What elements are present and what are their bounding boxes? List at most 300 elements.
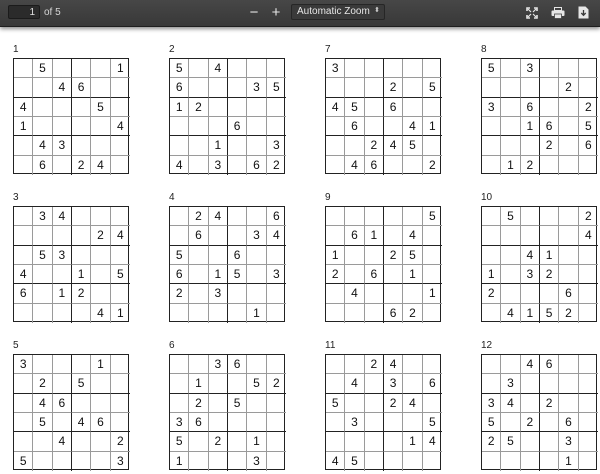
puzzle-number-label: 2 (169, 44, 175, 55)
sudoku-cell (501, 59, 520, 78)
sudoku-cell: 2 (384, 394, 403, 413)
sudoku-cell: 5 (33, 246, 52, 265)
sudoku-cell (559, 117, 578, 136)
sudoku-cell (209, 246, 228, 265)
sudoku-cell: 3 (53, 136, 72, 155)
sudoku-cell (326, 432, 345, 451)
sudoku-cell (91, 452, 110, 471)
sudoku-cell (384, 452, 403, 471)
sudoku-cell: 1 (170, 98, 189, 117)
sudoku-cell (559, 98, 578, 117)
sudoku-grid (169, 206, 285, 322)
sudoku-cell: 4 (33, 136, 52, 155)
sudoku-cell: 4 (403, 394, 422, 413)
presentation-mode-button[interactable] (523, 4, 541, 21)
sudoku-cell (501, 98, 520, 117)
sudoku-cell (345, 136, 364, 155)
sudoku-cell (209, 226, 228, 245)
sudoku-cell (365, 374, 384, 393)
sudoku-cell (91, 117, 110, 136)
sudoku-cell (326, 226, 345, 245)
sudoku-cell: 4 (91, 304, 110, 323)
sudoku-cell (91, 246, 110, 265)
sudoku-cell (559, 156, 578, 175)
sudoku-cell: 1 (521, 117, 540, 136)
sudoku-cell (326, 374, 345, 393)
sudoku-cell (247, 207, 266, 226)
sudoku-cell (91, 207, 110, 226)
sudoku-cell: 5 (228, 265, 247, 284)
sudoku-cell: 3 (33, 207, 52, 226)
sudoku-cell (247, 117, 266, 136)
sudoku-cell: 3 (247, 226, 266, 245)
sudoku-cell (267, 246, 286, 265)
sudoku-cell (365, 432, 384, 451)
sudoku-cell: 4 (267, 226, 286, 245)
sudoku-cell (189, 59, 208, 78)
sudoku-cell: 5 (326, 394, 345, 413)
sudoku-cell: 1 (403, 432, 422, 451)
sudoku-cell (189, 432, 208, 451)
puzzle-number-label: 6 (169, 340, 175, 351)
sudoku-cell: 6 (33, 156, 52, 175)
sudoku-cell: 2 (33, 374, 52, 393)
sudoku-cell: 3 (247, 78, 266, 97)
zoom-select-label: Automatic Zoom (297, 6, 370, 17)
sudoku-cell (384, 432, 403, 451)
sudoku-cell (72, 246, 91, 265)
sudoku-cell (326, 304, 345, 323)
sudoku-cell (345, 207, 364, 226)
sudoku-cell (247, 59, 266, 78)
sudoku-cell (365, 304, 384, 323)
sudoku-cell: 1 (14, 117, 33, 136)
sudoku-cell: 4 (403, 117, 422, 136)
sudoku-cell: 6 (540, 355, 559, 374)
sudoku-cell: 6 (170, 78, 189, 97)
sudoku-cell: 6 (521, 98, 540, 117)
sudoku-cell (33, 265, 52, 284)
download-icon (578, 6, 589, 19)
sudoku-cell (209, 452, 228, 471)
sudoku-cell (228, 432, 247, 451)
sudoku-cell (423, 265, 442, 284)
sudoku-cell (267, 432, 286, 451)
sudoku-cell (540, 156, 559, 175)
printer-icon (551, 7, 565, 19)
sudoku-cell (403, 156, 422, 175)
sudoku-cell: 4 (53, 207, 72, 226)
sudoku-cell (540, 374, 559, 393)
sudoku-cell (267, 413, 286, 432)
sudoku-cell (326, 413, 345, 432)
sudoku-cell: 6 (228, 246, 247, 265)
sudoku-cell (482, 226, 501, 245)
sudoku-cell: 5 (91, 98, 110, 117)
sudoku-cell (365, 452, 384, 471)
sudoku-cell (423, 394, 442, 413)
sudoku-cell (209, 304, 228, 323)
sudoku-cell (365, 284, 384, 303)
sudoku-cell: 3 (521, 59, 540, 78)
sudoku-cell (521, 452, 540, 471)
sudoku-cell (482, 246, 501, 265)
sudoku-cell (228, 59, 247, 78)
sudoku-cell: 2 (272, 158, 280, 173)
sudoku-cell: 1 (72, 265, 91, 284)
sudoku-cell (170, 207, 189, 226)
sudoku-cell: 1 (326, 246, 345, 265)
sudoku-cell: 4 (111, 117, 130, 136)
sudoku-cell (247, 136, 266, 155)
sudoku-cell (189, 136, 208, 155)
sudoku-cell (326, 136, 345, 155)
sudoku-cell (91, 284, 110, 303)
sudoku-cell (365, 394, 384, 413)
sudoku-cell: 6 (247, 156, 266, 175)
sudoku-cell: 5 (14, 452, 33, 471)
sudoku-cell (53, 452, 72, 471)
sudoku-cell (111, 355, 130, 374)
sudoku-cell (33, 304, 52, 323)
sudoku-cell: 2 (540, 265, 559, 284)
sudoku-cell: 1 (521, 304, 540, 323)
puzzle-number-label: 4 (169, 192, 175, 203)
sudoku-cell (189, 452, 208, 471)
sudoku-cell: 2 (91, 226, 110, 245)
sudoku-cell (384, 413, 403, 432)
sudoku-cell (384, 117, 403, 136)
sudoku-cell (559, 136, 578, 155)
sudoku-cell (14, 374, 33, 393)
pdf-toolbar (0, 0, 600, 27)
sudoku-cell: 6 (14, 284, 33, 303)
sudoku-cell (91, 394, 110, 413)
sudoku-cell (14, 156, 33, 175)
puzzle-number-label: 1 (13, 44, 19, 55)
sudoku-cell (189, 265, 208, 284)
sudoku-cell (228, 413, 247, 432)
sudoku-grid (13, 354, 129, 470)
sudoku-cell: 1 (53, 284, 72, 303)
sudoku-cell (33, 226, 52, 245)
zoom-select[interactable] (291, 4, 385, 20)
sudoku-cell (189, 78, 208, 97)
sudoku-cell: 4 (384, 355, 403, 374)
sudoku-cell (267, 304, 286, 323)
puzzle-number-label: 5 (13, 340, 19, 351)
sudoku-cell: 5 (345, 98, 364, 117)
sudoku-cell: 3 (116, 454, 124, 469)
sudoku-cell (228, 284, 247, 303)
sudoku-cell (482, 452, 501, 471)
sudoku-cell: 5 (540, 304, 559, 323)
sudoku-cell (111, 413, 130, 432)
sudoku-cell: 5 (403, 136, 422, 155)
sudoku-cell (501, 265, 520, 284)
sudoku-cell: 5 (170, 59, 189, 78)
sudoku-cell (345, 432, 364, 451)
sudoku-cell (579, 304, 598, 323)
sudoku-cell (170, 355, 189, 374)
sudoku-cell (53, 226, 72, 245)
zoom-in-button[interactable]: + (271, 4, 281, 21)
sudoku-cell (209, 374, 228, 393)
sudoku-cell: 5 (501, 207, 520, 226)
sudoku-cell (91, 78, 110, 97)
sudoku-cell (403, 207, 422, 226)
sudoku-cell: 5 (33, 413, 52, 432)
sudoku-cell (501, 284, 520, 303)
sudoku-cell (170, 374, 189, 393)
sudoku-cell: 5 (482, 59, 501, 78)
puzzle-number-label: 9 (325, 192, 331, 203)
sudoku-cell (540, 98, 559, 117)
sudoku-cell (33, 355, 52, 374)
sudoku-cell: 5 (247, 374, 266, 393)
sudoku-cell (365, 246, 384, 265)
sudoku-cell: 4 (521, 246, 540, 265)
sudoku-cell: 3 (326, 59, 345, 78)
sudoku-cell (72, 304, 91, 323)
sudoku-cell: 1 (116, 306, 124, 321)
sudoku-cell (482, 374, 501, 393)
sudoku-cell (501, 226, 520, 245)
sudoku-cell (423, 136, 442, 155)
sudoku-cell: 4 (14, 265, 33, 284)
sudoku-cell: 4 (209, 59, 228, 78)
sudoku-cell: 4 (72, 413, 91, 432)
sudoku-cell: 6 (579, 136, 598, 155)
sudoku-cell (345, 355, 364, 374)
sudoku-cell: 2 (111, 432, 130, 451)
sudoku-cell: 2 (521, 156, 540, 175)
sudoku-cell: 1 (247, 304, 266, 323)
sudoku-cell: 1 (247, 432, 266, 451)
sudoku-cell (501, 355, 520, 374)
sudoku-cell: 5 (579, 117, 598, 136)
sudoku-cell: 4 (53, 78, 72, 97)
sudoku-cell (72, 136, 91, 155)
sudoku-cell (326, 355, 345, 374)
sudoku-cell (14, 413, 33, 432)
download-button[interactable] (574, 4, 592, 21)
sudoku-cell: 2 (428, 158, 436, 173)
sudoku-cell (326, 78, 345, 97)
sudoku-cell (579, 78, 598, 97)
puzzle-number-label: 8 (481, 44, 487, 55)
sudoku-cell (521, 136, 540, 155)
sudoku-cell (423, 355, 442, 374)
sudoku-cell: 4 (345, 374, 364, 393)
sudoku-cell (501, 246, 520, 265)
sudoku-cell: 2 (559, 78, 578, 97)
sudoku-cell (326, 156, 345, 175)
sudoku-cell: 5 (72, 374, 91, 393)
sudoku-cell (33, 452, 52, 471)
sudoku-cell: 1 (365, 226, 384, 245)
sudoku-cell (91, 265, 110, 284)
fullscreen-icon (526, 7, 538, 19)
sudoku-cell (170, 117, 189, 136)
sudoku-cell (267, 355, 286, 374)
sudoku-cell: 2 (326, 265, 345, 284)
sudoku-cell (521, 226, 540, 245)
sudoku-cell: 5 (228, 394, 247, 413)
sudoku-cell: 4 (33, 394, 52, 413)
sudoku-cell (170, 394, 189, 413)
sudoku-cell: 2 (579, 98, 598, 117)
sudoku-cell (559, 355, 578, 374)
sudoku-cell: 6 (53, 394, 72, 413)
sudoku-cell: 4 (579, 226, 598, 245)
sudoku-cell (111, 374, 130, 393)
sudoku-cell (403, 98, 422, 117)
sudoku-cell (209, 413, 228, 432)
sudoku-cell: 4 (521, 355, 540, 374)
sudoku-cell: 5 (345, 452, 364, 471)
sudoku-cell: 2 (267, 374, 286, 393)
sudoku-cell (326, 284, 345, 303)
sudoku-cell: 6 (189, 413, 208, 432)
sudoku-cell (209, 117, 228, 136)
sudoku-cell: 6 (72, 78, 91, 97)
sudoku-cell: 3 (345, 413, 364, 432)
sudoku-cell: 5 (501, 432, 520, 451)
sudoku-cell (170, 226, 189, 245)
sudoku-cell (53, 59, 72, 78)
sudoku-grid (13, 206, 129, 322)
sudoku-cell (111, 78, 130, 97)
sudoku-cell (14, 207, 33, 226)
sudoku-cell (72, 355, 91, 374)
sudoku-cell (209, 394, 228, 413)
sudoku-cell: 2 (559, 304, 578, 323)
sudoku-grid (325, 58, 441, 174)
sudoku-cell: 3 (247, 452, 266, 471)
sudoku-cell (228, 374, 247, 393)
sudoku-cell (53, 413, 72, 432)
sudoku-cell (170, 136, 189, 155)
sudoku-cell (228, 207, 247, 226)
sudoku-cell (403, 355, 422, 374)
sudoku-cell (521, 207, 540, 226)
sudoku-cell (267, 98, 286, 117)
sudoku-cell: 5 (267, 78, 286, 97)
sudoku-cell (53, 304, 72, 323)
sudoku-cell (189, 156, 208, 175)
sudoku-cell: 3 (209, 355, 228, 374)
sudoku-cell (403, 78, 422, 97)
sudoku-cell (53, 355, 72, 374)
sudoku-cell (579, 452, 598, 471)
sudoku-grid (169, 354, 285, 470)
sudoku-cell: 3 (209, 284, 228, 303)
page-number-input[interactable] (8, 5, 40, 19)
sudoku-cell (423, 59, 442, 78)
sudoku-cell: 4 (326, 98, 345, 117)
sudoku-cell: 6 (365, 156, 384, 175)
sudoku-cell: 5 (482, 413, 501, 432)
sudoku-cell (14, 394, 33, 413)
sudoku-cell: 2 (72, 156, 91, 175)
sudoku-cell: 2 (189, 207, 208, 226)
sudoku-cell (579, 59, 598, 78)
sudoku-cell (423, 98, 442, 117)
sudoku-cell (33, 78, 52, 97)
puzzle-number-label: 7 (325, 44, 331, 55)
sudoku-cell (384, 265, 403, 284)
sudoku-cell (91, 374, 110, 393)
page-count-label: of 5 (44, 7, 61, 18)
sudoku-cell: 6 (559, 413, 578, 432)
sudoku-cell: 2 (189, 98, 208, 117)
sudoku-cell (540, 59, 559, 78)
sudoku-cell: 3 (482, 394, 501, 413)
sudoku-cell (33, 98, 52, 117)
sudoku-cell: 4 (501, 304, 520, 323)
sudoku-grid (481, 206, 597, 322)
updown-chevron-icon: ⬍ (374, 7, 380, 14)
sudoku-cell (72, 432, 91, 451)
sudoku-cell (53, 98, 72, 117)
sudoku-grid (169, 58, 285, 174)
sudoku-cell (423, 304, 442, 323)
sudoku-cell (247, 265, 266, 284)
sudoku-cell (14, 432, 33, 451)
sudoku-cell: 2 (189, 394, 208, 413)
sudoku-cell (326, 207, 345, 226)
sudoku-cell: 6 (423, 374, 442, 393)
sudoku-cell (247, 246, 266, 265)
sudoku-cell (365, 78, 384, 97)
sudoku-cell: 5 (111, 265, 130, 284)
sudoku-cell (540, 284, 559, 303)
sudoku-cell (579, 394, 598, 413)
sudoku-cell (91, 432, 110, 451)
sudoku-cell: 3 (170, 413, 189, 432)
sudoku-cell (111, 394, 130, 413)
sudoku-cell (228, 136, 247, 155)
sudoku-cell (384, 207, 403, 226)
sudoku-cell (72, 207, 91, 226)
print-button[interactable] (549, 4, 567, 21)
sudoku-cell: 4 (423, 432, 442, 451)
sudoku-cell (72, 394, 91, 413)
sudoku-cell (91, 59, 110, 78)
sudoku-cell: 2 (521, 413, 540, 432)
sudoku-cell (521, 284, 540, 303)
sudoku-cell: 1 (540, 246, 559, 265)
sudoku-cell (403, 452, 422, 471)
zoom-out-button[interactable]: − (249, 4, 259, 21)
sudoku-cell: 5 (403, 246, 422, 265)
sudoku-cell (14, 78, 33, 97)
sudoku-cell: 4 (501, 394, 520, 413)
sudoku-cell: 6 (91, 413, 110, 432)
sudoku-cell (111, 98, 130, 117)
sudoku-cell: 5 (33, 59, 52, 78)
sudoku-cell: 4 (384, 136, 403, 155)
sudoku-cell: 6 (228, 117, 247, 136)
sudoku-cell: 2 (540, 394, 559, 413)
sudoku-cell (228, 156, 247, 175)
sudoku-cell (72, 59, 91, 78)
sudoku-cell (482, 207, 501, 226)
sudoku-cell (267, 394, 286, 413)
sudoku-cell (403, 413, 422, 432)
sudoku-cell: 6 (170, 265, 189, 284)
